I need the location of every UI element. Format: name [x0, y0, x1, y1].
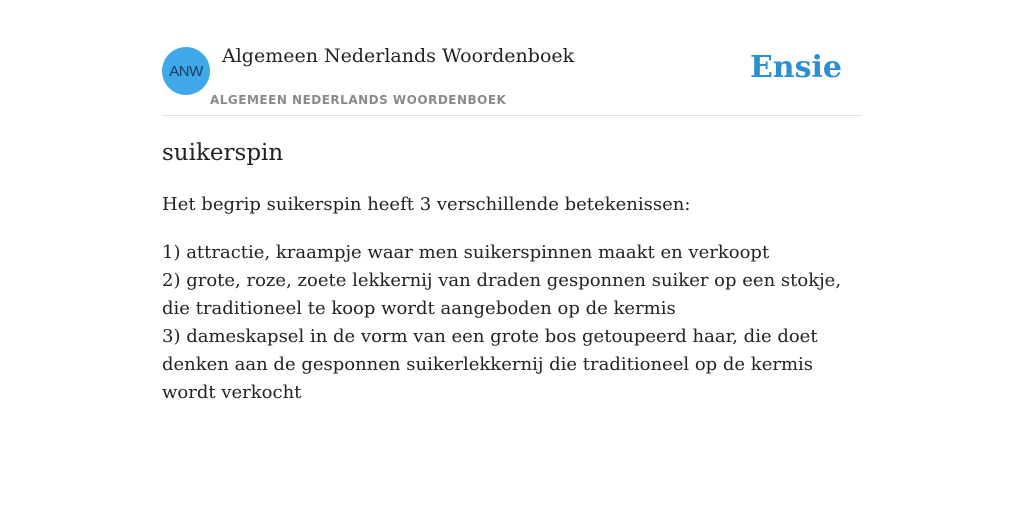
entry-intro: Het begrip suikerspin heeft 3 verschillende betekenissen: [162, 194, 691, 215]
ensie-logo-link[interactable]: Ensie [749, 50, 842, 85]
source-header [162, 0, 862, 116]
entry-term: suikerspin [162, 140, 284, 166]
source-title[interactable]: Algemeen Nederlands Woordenboek [222, 45, 575, 67]
page-container [162, 0, 862, 403]
meaning-item: 2) grote, roze, zoete lekkernij van draden gesponnen suiker op een stokje, die traditioneel te koop wordt aangeboden op de kermis [162, 270, 842, 319]
meaning-item: 1) attractie, kraampje waar men suikerspinnen maakt en verkoopt [162, 242, 770, 263]
meaning-item: 3) dameskapsel in de vorm van een grote bos getoupeerd haar, die doet denken aan de gesponnen suikerlekkernij die traditioneel op de kermis wordt verkocht [162, 326, 818, 403]
meanings-list [162, 239, 862, 407]
source-subtitle: ALGEMEEN NEDERLANDS WOORDENBOEK [210, 93, 507, 107]
source-logo[interactable]: ANW [162, 47, 210, 95]
